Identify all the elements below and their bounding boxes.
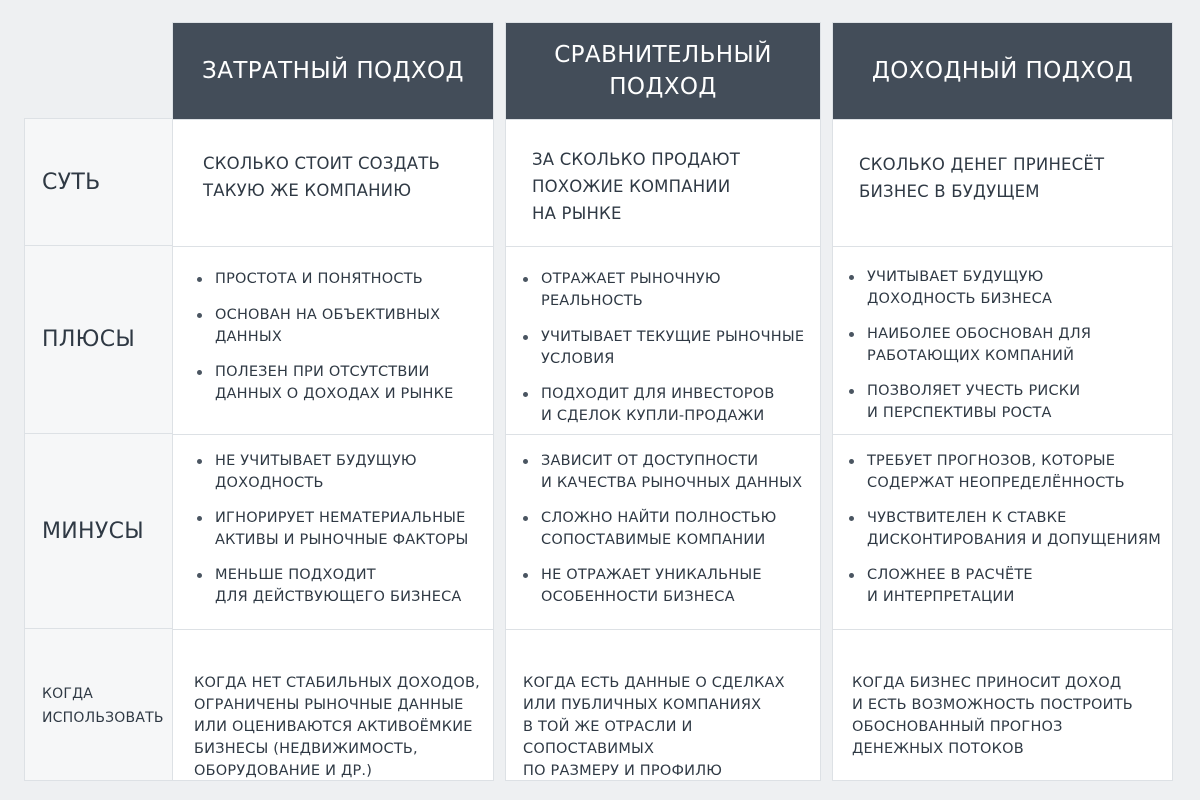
row-label-pros [25, 246, 173, 434]
pros-item: ПОЗВОЛЯЕТ УЧЕСТЬ РИСКИ И ПЕРСПЕКТИВЫ РОСТА [867, 380, 1172, 424]
cons-list [506, 435, 820, 608]
cons-item: НЕ ОТРАЖАЕТ УНИКАЛЬНЫЕ ОСОБЕННОСТИ БИЗНЕСА [541, 564, 820, 608]
pros-list [173, 247, 493, 405]
essence-cell [833, 119, 1172, 246]
cons-item: СЛОЖНО НАЙТИ ПОЛНОСТЬЮ СОПОСТАВИМЫЕ КОМПАНИИ [541, 507, 820, 551]
essence-cell [173, 119, 493, 246]
pros-item: ПРОСТОТА И ПОНЯТНОСТЬ [215, 268, 493, 290]
pros-cell [506, 246, 820, 434]
when-cell [506, 629, 820, 781]
cons-item: МЕНЬШЕ ПОДХОДИТ ДЛЯ ДЕЙСТВУЮЩЕГО БИЗНЕСА [215, 564, 493, 608]
row-label-when [25, 629, 173, 782]
pros-item: ПОДХОДИТ ДЛЯ ИНВЕСТОРОВ И СДЕЛОК КУПЛИ-ПРОДАЖИ [541, 383, 820, 427]
column-cost-approach [172, 22, 494, 781]
essence-text: СКОЛЬКО СТОИТ СОЗДАТЬ ТАКУЮ ЖЕ КОМПАНИЮ [203, 154, 441, 200]
pros-item: ПОЛЕЗЕН ПРИ ОТСУТСТВИИ ДАННЫХ О ДОХОДАХ И РЫНКЕ [215, 361, 493, 405]
row-label-pros-text: ПЛЮСЫ [42, 327, 136, 352]
cons-item: ИГНОРИРУЕТ НЕМАТЕРИАЛЬНЫЕ АКТИВЫ И РЫНОЧНЫЕ ФАКТОРЫ [215, 507, 493, 551]
row-label-essence [25, 119, 173, 246]
row-label-when-text: КОГДА ИСПОЛЬЗОВАТЬ [42, 685, 164, 726]
when-text: КОГДА НЕТ СТАБИЛЬНЫХ ДОХОДОВ, ОГРАНИЧЕНЫ РЫНОЧНЫЕ ДАННЫЕ ИЛИ ОЦЕНИВАЮТСЯ АКТИВОЁМКИЕ БИЗНЕСЫ (НЕДВИЖИМОСТЬ, ОБОРУДОВАНИЕ И ДР.) [194, 675, 480, 779]
row-labels [24, 118, 172, 781]
cons-item: ЧУВСТВИТЕЛЕН К СТАВКЕ ДИСКОНТИРОВАНИЯ И ДОПУЩЕНИЯМ [867, 507, 1172, 551]
essence-cell [506, 119, 820, 246]
essence-text: СКОЛЬКО ДЕНЕГ ПРИНЕСЁТ БИЗНЕС В БУДУЩЕМ [859, 155, 1105, 201]
pros-item: ОТРАЖАЕТ РЫНОЧНУЮ РЕАЛЬНОСТЬ [541, 268, 820, 312]
column-header: ЗАТРАТНЫЙ ПОДХОД [172, 22, 494, 119]
cons-item: ТРЕБУЕТ ПРОГНОЗОВ, КОТОРЫЕ СОДЕРЖАТ НЕОПРЕДЕЛЁННОСТЬ [867, 450, 1172, 494]
pros-list [506, 247, 820, 427]
pros-cell [173, 246, 493, 434]
row-label-essence-text: СУТЬ [42, 169, 101, 195]
row-label-cons [25, 434, 173, 629]
pros-list [833, 247, 1172, 424]
pros-item: УЧИТЫВАЕТ БУДУЩУЮ ДОХОДНОСТЬ БИЗНЕСА [867, 266, 1172, 310]
pros-item: УЧИТЫВАЕТ ТЕКУЩИЕ РЫНОЧНЫЕ УСЛОВИЯ [541, 326, 820, 370]
when-cell [833, 629, 1172, 781]
cons-cell [506, 434, 820, 629]
cons-item: ЗАВИСИТ ОТ ДОСТУПНОСТИ И КАЧЕСТВА РЫНОЧНЫХ ДАННЫХ [541, 450, 820, 494]
when-cell [173, 629, 493, 781]
when-text: КОГДА БИЗНЕС ПРИНОСИТ ДОХОД И ЕСТЬ ВОЗМОЖНОСТЬ ПОСТРОИТЬ ОБОСНОВАННЫЙ ПРОГНОЗ ДЕНЕЖНЫХ ПОТОКОВ [852, 675, 1133, 757]
pros-cell [833, 246, 1172, 434]
column-comparative-approach [505, 22, 821, 781]
cons-list [173, 435, 493, 608]
essence-text: ЗА СКОЛЬКО ПРОДАЮТ ПОХОЖИЕ КОМПАНИИ НА РЫНКЕ [532, 150, 741, 223]
column-header: ДОХОДНЫЙ ПОДХОД [832, 22, 1173, 119]
cons-list [833, 435, 1172, 608]
cons-item: НЕ УЧИТЫВАЕТ БУДУЩУЮ ДОХОДНОСТЬ [215, 450, 493, 494]
cons-item: СЛОЖНЕЕ В РАСЧЁТЕ И ИНТЕРПРЕТАЦИИ [867, 564, 1172, 608]
cons-cell [173, 434, 493, 629]
pros-item: ОСНОВАН НА ОБЪЕКТИВНЫХ ДАННЫХ [215, 304, 493, 348]
row-label-cons-text: МИНУСЫ [42, 518, 144, 544]
when-text: КОГДА ЕСТЬ ДАННЫЕ О СДЕЛКАХ ИЛИ ПУБЛИЧНЫХ КОМПАНИЯХ В ТОЙ ЖЕ ОТРАСЛИ И СОПОСТАВИМЫХ ПО РАЗМЕРУ И ПРОФИЛЮ [523, 675, 785, 779]
pros-item: НАИБОЛЕЕ ОБОСНОВАН ДЛЯ РАБОТАЮЩИХ КОМПАНИЙ [867, 323, 1172, 367]
column-income-approach [832, 22, 1173, 781]
cons-cell [833, 434, 1172, 629]
column-header: СРАВНИТЕЛЬНЫЙ ПОДХОД [505, 22, 821, 119]
